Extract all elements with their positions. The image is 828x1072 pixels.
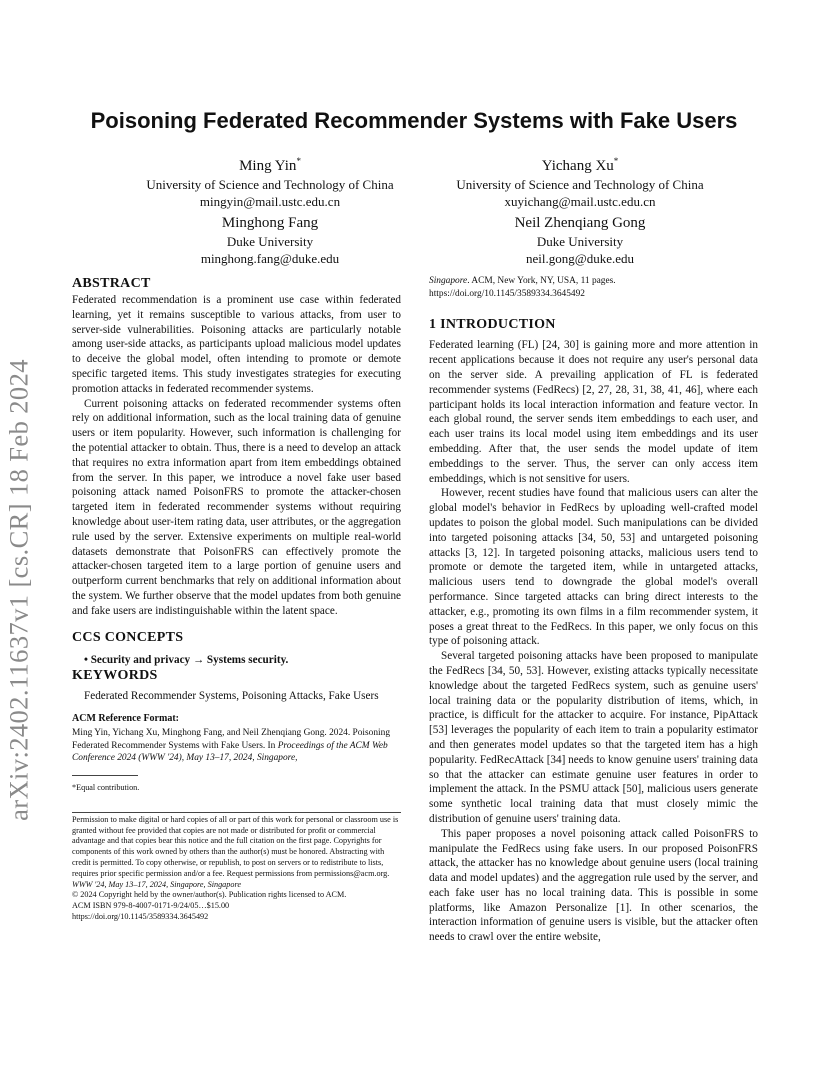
copyright-line: © 2024 Copyright held by the owner/author(s). Publication rights licensed to ACM.: [72, 890, 347, 900]
keywords-text: Federated Recommender Systems, Poisoning Attacks, Fake Users: [84, 690, 379, 703]
abstract-paragraph: Current poisoning attacks on federated recommender systems often rely on additional information, such as the local training data of genuine users or item popularity. However, such information is challenging for the potential attacker to obtain. Thus, there is a need to develop an attack that requires no extra information apart from item embeddings obtained from the server. In this paper, we introduce a novel fake user based poisoning attack named PoisonFRS to promote the attacker-chosen targeted item in federated recommender systems without requiring knowledge about user-item rating data, user attributes, or the aggregation rule used by the server. Extensive experiments on multiple real-world datasets demonstrate that PoisonFRS can effectively promote the attacker-chosen targeted item to a large portion of genuine users and outperform current benchmarks that rely on additional information about the system. We further observe that the model updates from both genuine and fake users are indistinguishable within the latent space.: [72, 397, 401, 617]
paper-title: Poisoning Federated Recommender Systems with Fake Users: [90, 108, 738, 133]
keywords-heading: KEYWORDS: [72, 668, 158, 684]
author-block: [110, 214, 430, 267]
left-column: [72, 275, 401, 923]
author-name: Minghong Fang: [221, 215, 319, 231]
author-block: [420, 214, 740, 267]
permission-text: Permission to make digital or hard copies of all or part of this work for personal or classroom use is granted without fee provided that copies are not made or distributed for profit or commercial advantage and that copies bear this notice and the full citation on the first page. Copyrights for components of this work owned by others than the author(s) must be honored. Abstracting with credit is permitted. To copy otherwise, or republish, to post on servers or to redistribute to lists, requires prior specific permission and/or a fee. Request permissions from permissions@acm.org.: [72, 814, 399, 878]
introduction-heading: 1 INTRODUCTION: [429, 317, 556, 333]
author-block: [420, 152, 740, 210]
author-affiliation: University of Science and Technology of China: [456, 177, 704, 192]
author-name: Yichang Xu: [541, 158, 614, 174]
author-name: Neil Zhenqiang Gong: [514, 215, 646, 231]
author-affiliation: Duke University: [226, 234, 314, 249]
ccs-heading: CCS CONCEPTS: [72, 629, 184, 645]
intro-paragraph: Several targeted poisoning attacks have been proposed to manipulate the FedRecs [34, 50, 53]. However, existing attacks typically necessitate knowledge about the targeted FedRecs system, such as genuine users' local training data or the popularity distribution of items, which, in practice, is difficult for the attacker to acquire. For instance, PipAttack [53] leverages the popularity of each item to train a popularity estimator and then generates model updates so that the targeted item has a high popularity. FedRecAttack [34] needs to know genuine users' training data so that the attacker can estimate genuine user features in order to implement the attack. In the PSMU attack [50], malicious users generate some synthetic local training data that must closely mimic the distribution of genuine users' training data.: [429, 650, 758, 825]
permission-rule: [72, 812, 401, 813]
author-name: Ming Yin: [239, 158, 297, 174]
right-column: [429, 275, 758, 945]
author-email: neil.gong@duke.edu: [525, 251, 634, 266]
reference-format-text: Ming Yin, Yichang Xu, Minghong Fang, and Neil Zhenqiang Gong. 2024. Poisoning Federated Recommender Systems with Fake Users. In Proceedings of the ACM Web Conference 2024 (WWW '24), May 13–17, 2024, Singapore,: [72, 727, 391, 764]
reference-format-continued: Singapore. ACM, New York, NY, USA, 11 pages. https://doi.org/10.1145/3589334.3645492: [429, 276, 616, 299]
author-email: mingyin@mail.ustc.edu.cn: [199, 194, 341, 209]
author-email: xuyichang@mail.ustc.edu.cn: [504, 194, 656, 209]
reference-format-heading: ACM Reference Format:: [72, 713, 179, 725]
equal-contribution-mark: *: [613, 156, 619, 166]
abstract-heading: ABSTRACT: [72, 276, 151, 291]
arxiv-identifier-text: arXiv:2402.11637v1 [cs.CR] 18 Feb 2024: [3, 359, 34, 821]
isbn-line: ACM ISBN 979-8-4007-0171-9/24/05…$15.00: [72, 901, 230, 911]
author-block: [110, 152, 430, 210]
intro-paragraph: This paper proposes a novel poisoning attack called PoisonFRS to manipulate the FedRecs using fake users. In our proposed PoisonFRS attack, the attacker has no knowledge about genuine users (local training data and model updates) and the aggregation rule used by the server, and each fake user has no local training data. This is possible in some platforms, like Amazon Personalize [1]. In other scenarios, the interaction information of genuine users is visible, but the attacker often needs to crawl over the entire website,: [429, 827, 758, 944]
author-affiliation: University of Science and Technology of China: [146, 177, 394, 192]
permission-block: [72, 815, 401, 923]
footnote-rule: [72, 775, 138, 776]
abstract-paragraph: Federated recommendation is a prominent use case within federated learning, yet it remains susceptible to various attacks, from user to server-side vulnerabilities. Poisoning attacks are particularly notable among user-side attacks, as participants upload malicious model updates to deceive the global model, often intending to promote or demote specific targeted items. This study investigates strategies for executing promotion attacks in federated recommender systems.: [72, 294, 401, 395]
intro-paragraph: Federated learning (FL) [24, 30] is gaining more and more attention in recent applications because it does not require any user's personal data on the server side. A prevailing application of FL is federated recommender systems (FedRecs) [2, 27, 28, 31, 38, 41, 46], where each participant holds its local interaction information and feature vector. In each global round, the server sends item embeddings to each user, and each user trains its local model using item embeddings and its user embedding. After that, the user sends the model update of item embeddings to the server. Thus, the server can only access item embeddings, which is not sensitive for users.: [429, 339, 758, 485]
conference-line: WWW '24, May 13–17, 2024, Singapore, Singapore: [72, 879, 241, 889]
doi-link[interactable]: https://doi.org/10.1145/3589334.3645492: [72, 912, 209, 921]
equal-contribution-mark: *: [296, 156, 301, 166]
footnote: *Equal contribution.: [72, 783, 140, 793]
author-email: minghong.fang@duke.edu: [200, 251, 340, 266]
intro-paragraph: However, recent studies have found that malicious users can alter the global model's behavior in FedRecs by uploading well-crafted model updates to poison the global model. Such manipulations can be divided into targeted poisoning attacks [34, 50, 53] and untargeted poisoning attacks [3, 12]. In targeted poisoning attacks, malicious users tend to promote or demote the targeted item, while in untargeted attacks, malicious users tend to downgrade the global model's overall performance. Since targeted attacks can bring direct interests to the attacker, e.g., promoting its own films in a film recommender system, it poses a great threat to the FedRecs. In this paper, we only focus on this type of poisoning attack.: [429, 487, 758, 648]
ccs-concept-item: • Security and privacy → Systems security.: [84, 653, 289, 666]
author-affiliation: Duke University: [536, 234, 624, 249]
